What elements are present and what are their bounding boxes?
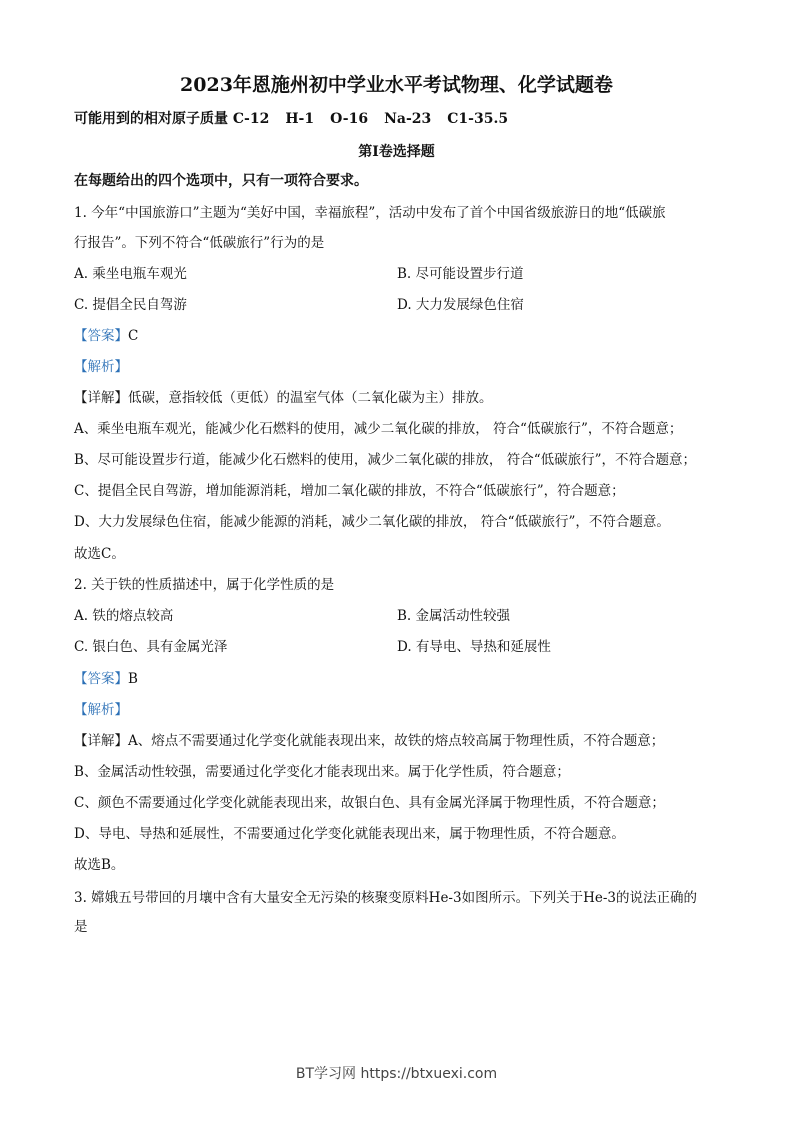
q1-detail-1: 【详解】低碳，意指较低（更低）的温室气体（二氧化碳为主）排放。 <box>74 390 493 406</box>
q1-detail-5: D、大力发展绿色住宿，能减少能源的消耗，减少二氧化碳的排放， 符合“低碳旅行”，不符合题意。 <box>74 514 670 530</box>
q1-answer-value: C <box>128 328 139 344</box>
q1-option-a: A. 乘坐电瓶车观光 <box>74 266 187 282</box>
atomic-mass-line <box>74 110 508 128</box>
q2-analysis-tag: 【解析】 <box>74 702 128 718</box>
atomic-mass-h: H-1 <box>285 111 315 127</box>
q2-detail-1: 【详解】A、熔点不需要通过化学变化就能表现出来，故铁的熔点较高属于物理性质，不符合题意； <box>74 733 665 749</box>
q1-option-c: C. 提倡全民自驾游 <box>74 297 187 313</box>
q1-detail-2: A、乘坐电瓶车观光，能减少化石燃料的使用，减少二氧化碳的排放， 符合“低碳旅行”，不符合题意； <box>74 421 683 437</box>
atomic-mass-cl: C1-35.5 <box>447 111 509 127</box>
q2-detail-3: C、颜色不需要通过化学变化就能表现出来，故银白色、具有金属光泽属于物理性质，不符合题意； <box>74 795 665 811</box>
footer-watermark: BT学习网 https://btxuexi.com <box>295 1066 498 1082</box>
q2-answer-value: B <box>128 671 138 687</box>
q1-detail-4: C、提倡全民自驾游，增加能源消耗，增加二氧化碳的排放，不符合“低碳旅行”，符合题意； <box>74 483 625 499</box>
q2-detail-4: D、导电、导热和延展性，不需要通过化学变化就能表现出来，属于物理性质，不符合题意。 <box>74 826 625 842</box>
q2-option-b: B. 金属活动性较强 <box>397 608 511 624</box>
q2-answer-tag: 【答案】 <box>74 671 128 687</box>
q1-stem-line2: 行报告”。下列不符合“低碳旅行”行为的是 <box>74 235 325 251</box>
q1-detail-3: B、尽可能设置步行道，能减少化石燃料的使用，减少二氧化碳的排放， 符合“低碳旅行”，不符合题意； <box>74 452 697 468</box>
q1-stem-line1: 1. 今年“中国旅游口”主题为“美好中国，幸福旅程”，活动中发布了首个中国省级旅游日的地“低碳旅 <box>74 205 666 221</box>
q1-option-d: D. 大力发展绿色住宿 <box>397 297 524 313</box>
q1-analysis-tag: 【解析】 <box>74 359 128 375</box>
atomic-mass-na: Na-23 <box>384 111 432 127</box>
q2-conclusion: 故选B。 <box>74 857 125 873</box>
q1-answer-tag: 【答案】 <box>74 328 128 344</box>
q2-option-d: D. 有导电、导热和延展性 <box>397 639 551 655</box>
q3-stem-line1: 3. 嫦娥五号带回的月壤中含有大量安全无污染的核聚变原料He-3如图所示。下列关于He-3的说法正确的 <box>74 890 697 906</box>
instruction: 在每题给出的四个选项中，只有一项符合要求。 <box>74 173 368 189</box>
q1-option-b: B. 尽可能设置步行道 <box>397 266 524 282</box>
atomic-mass-o: O-16 <box>330 111 369 127</box>
q3-stem-line2: 是 <box>74 919 88 935</box>
q2-option-a: A. 铁的熔点较高 <box>74 608 174 624</box>
atomic-mass-label: 可能用到的相对原子质量 C-12 <box>74 111 270 127</box>
q1-answer <box>74 327 138 345</box>
section-title: 第I卷选择题 <box>358 144 435 160</box>
q2-detail-2: B、金属活动性较强，需要通过化学变化才能表现出来。属于化学性质，符合题意； <box>74 764 570 780</box>
page-title: 2023年恩施州初中学业水平考试物理、化学试题卷 <box>180 74 613 96</box>
q1-conclusion: 故选C。 <box>74 546 125 562</box>
q2-answer <box>74 670 138 688</box>
q2-stem: 2. 关于铁的性质描述中，属于化学性质的是 <box>74 577 335 593</box>
q2-option-c: C. 银白色、具有金属光泽 <box>74 639 228 655</box>
